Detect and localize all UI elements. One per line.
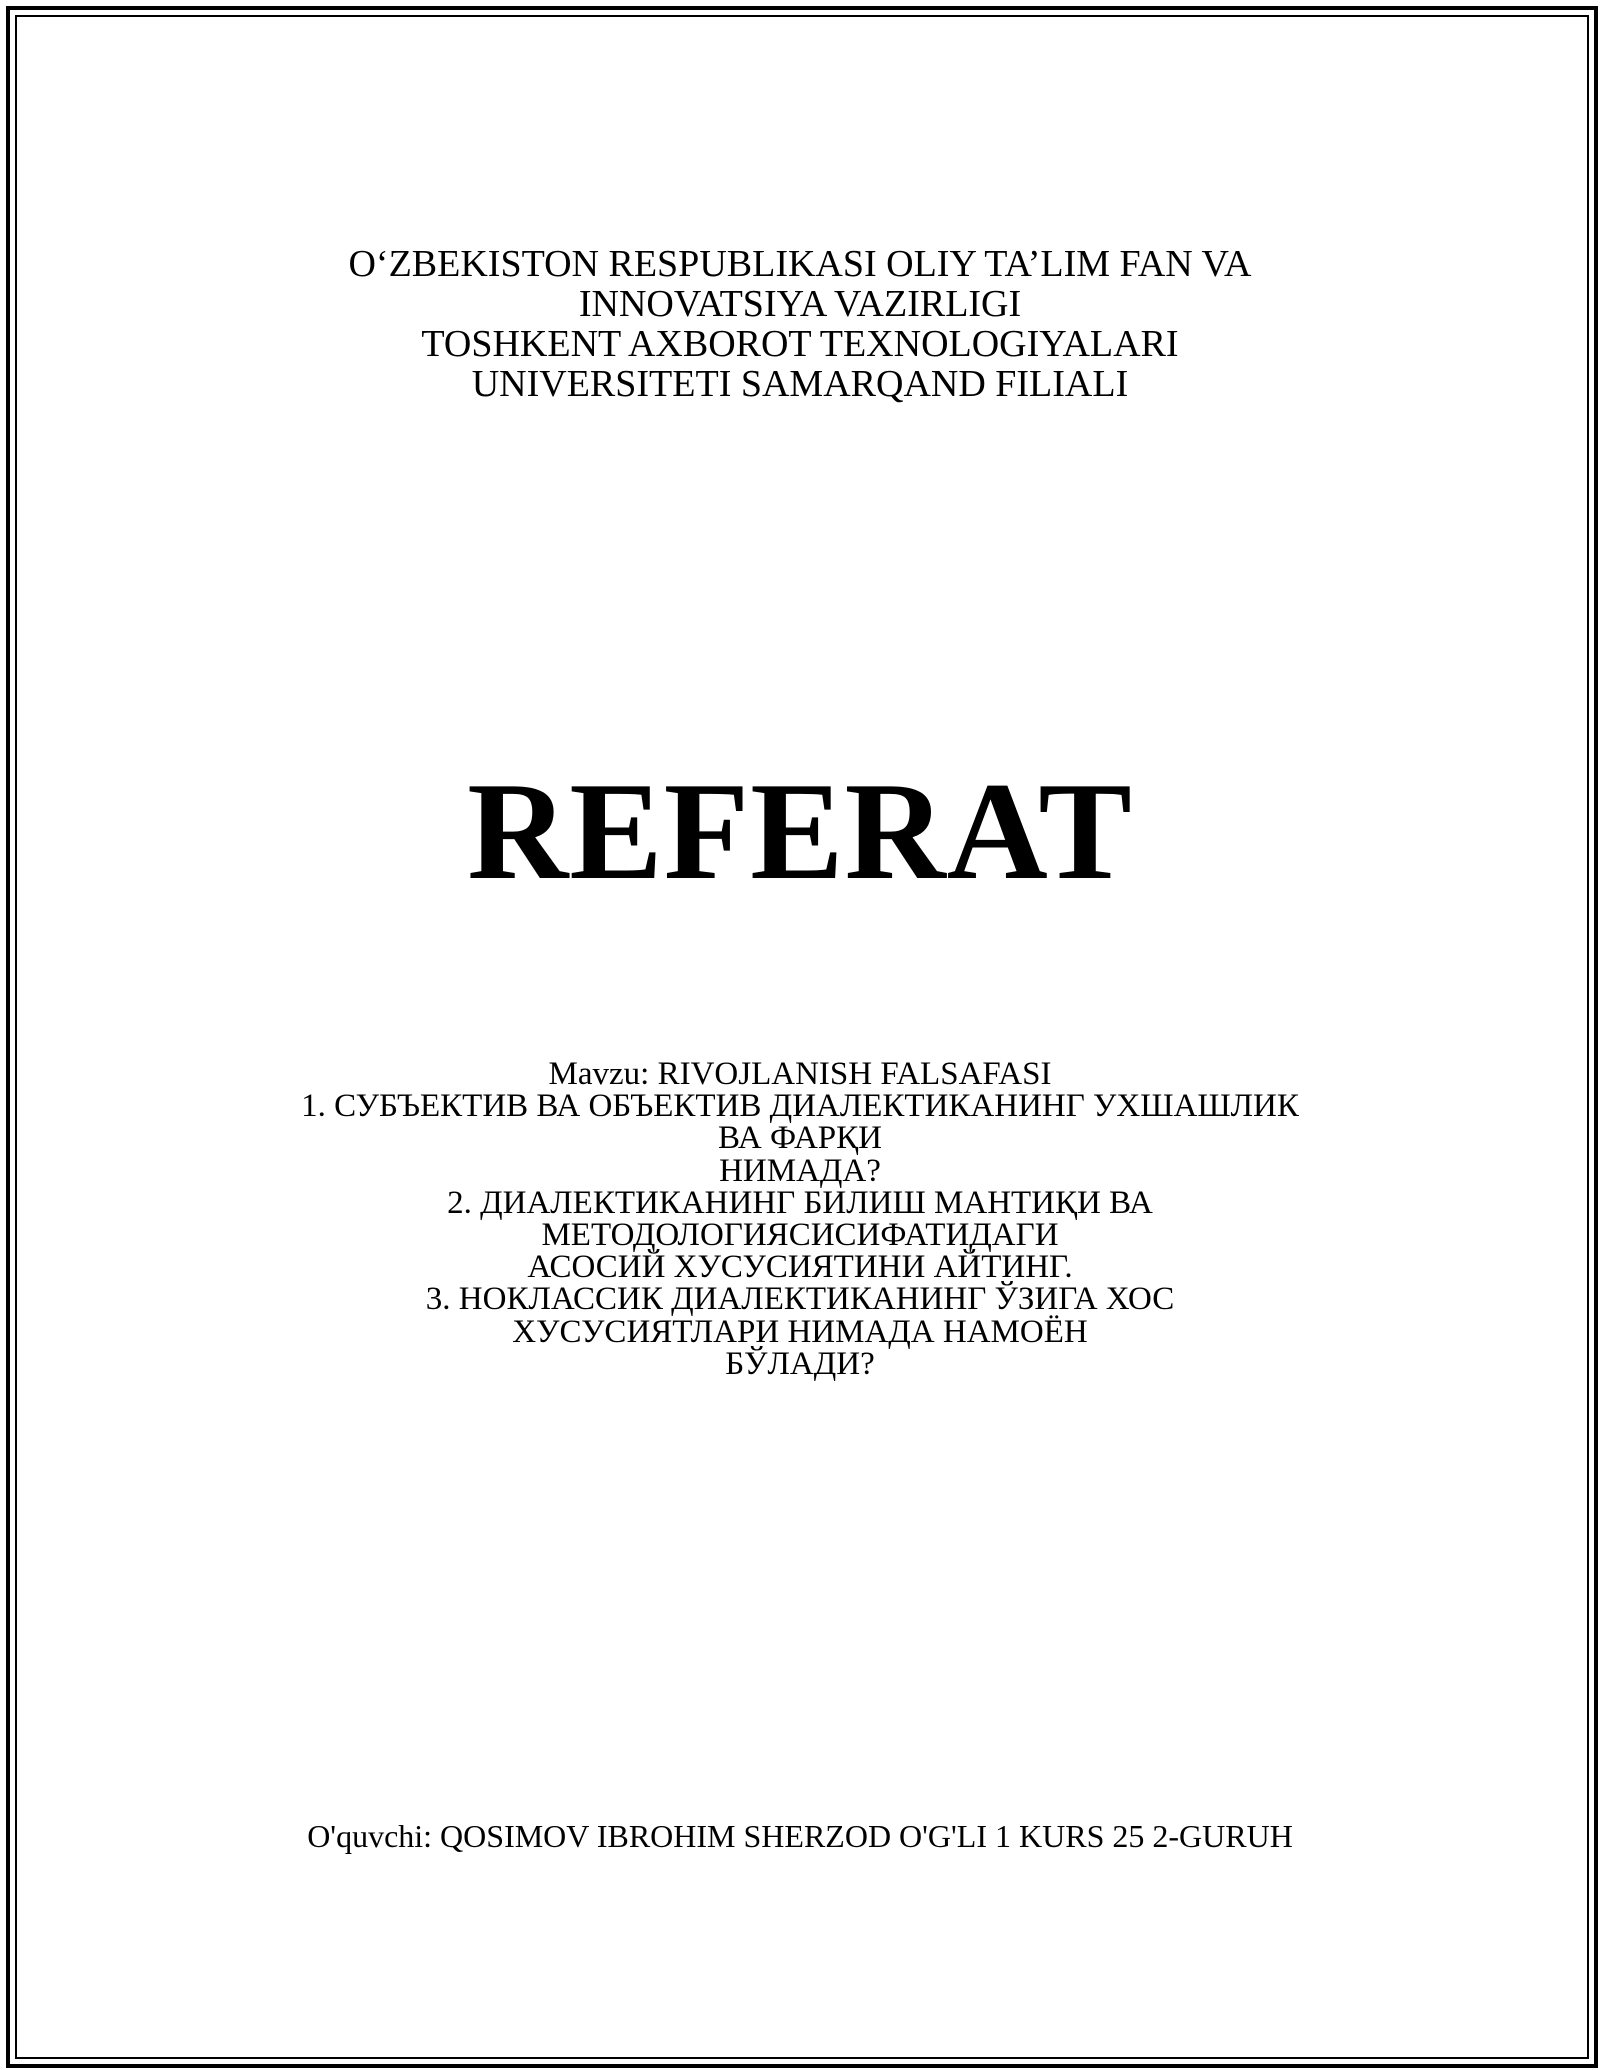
- topic-block: [0, 1058, 1600, 1380]
- topic-line: 1. СУБЪЕКТИВ ВА ОБЪЕКТИВ ДИАЛЕКТИКАНИНГ УХШАШЛИК: [301, 1088, 1299, 1125]
- topic-line: Mavzu: RIVOJLANISH FALSAFASI: [548, 1056, 1052, 1092]
- header-line: INNOVATSIYA VAZIRLIGI: [578, 283, 1022, 325]
- topic-line: МЕТОДОЛОГИЯСИСИФАТИДАГИ: [541, 1217, 1059, 1254]
- topic-line: 3. НОКЛАССИК ДИАЛЕКТИКАНИНГ ЎЗИГА ХОС: [425, 1281, 1175, 1318]
- topic-line: БЎЛАДИ?: [725, 1345, 875, 1382]
- topic-line: 2. ДИАЛЕКТИКАНИНГ БИЛИШ МАНТИҚИ ВА: [447, 1184, 1153, 1221]
- header-line: O‘ZBEKISTON RESPUBLIKASI OLIY TA’LIM FAN VA: [348, 243, 1252, 285]
- institution-header: [0, 244, 1600, 404]
- document-title: REFERAT: [467, 754, 1133, 909]
- header-line: TOSHKENT AXBOROT TEXNOLOGIYALARI: [421, 323, 1179, 365]
- topic-line: НИМАДА?: [719, 1152, 881, 1189]
- topic-line: АСОСИЙ ХУСУСИЯТИНИ АЙТИНГ.: [527, 1249, 1073, 1286]
- topic-line: ВА ФАРҚИ: [717, 1120, 883, 1157]
- header-line: UNIVERSITETI SAMARQAND FILIALI: [471, 363, 1129, 405]
- topic-line: ХУСУСИЯТЛАРИ НИМАДА НАМОЁН: [512, 1313, 1088, 1350]
- student-info: O'quvchi: QOSIMOV IBROHIM SHERZOD O'G'LI 1 KURS 25 2-GURUH: [307, 1818, 1293, 1854]
